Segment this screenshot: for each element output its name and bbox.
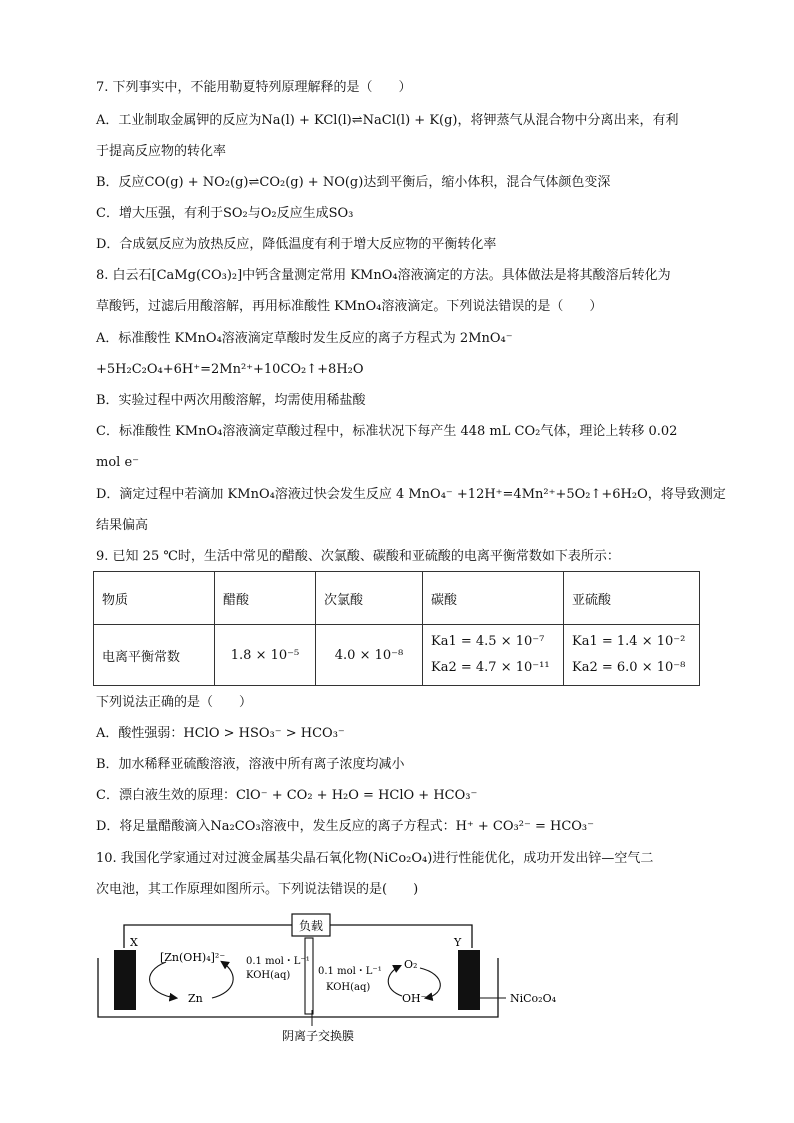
- sulfurous-ka1: Ka1 = 1.4 × 10⁻²: [572, 634, 686, 649]
- electrode-y-label: Y: [454, 936, 462, 949]
- load-label: 负载: [298, 919, 324, 933]
- q8-option-b: B．实验过程中两次用酸溶解，均需使用稀盐酸: [96, 393, 366, 408]
- electrode-y: [458, 950, 480, 1010]
- right-koh: KOH(aq): [326, 982, 371, 993]
- left-koh: KOH(aq): [246, 970, 291, 981]
- table-header-sulfurous: 亚硫酸: [564, 572, 700, 625]
- q8-option-c: C．标准酸性 KMnO₄溶液滴定草酸过程中，标准状况下每产生 448 mL CO₂气体，理论上转移 0.02: [96, 424, 678, 439]
- q8-option-d-cont: 结果偏高: [96, 518, 149, 533]
- table-header-carbonic: 碳酸: [423, 572, 564, 625]
- q10-stem-cont: 次电池，其工作原理如图所示。下列说法错误的是( ): [96, 882, 419, 897]
- table-header-hclo: 次氯酸: [316, 572, 423, 625]
- q7-option-c: C．增大压强，有利于SO₂与O₂反应生成SO₃: [96, 206, 354, 221]
- q7-option-a-cont: 于提高反应物的转化率: [96, 144, 227, 159]
- zinc-label: Zn: [188, 992, 203, 1005]
- anion-exchange-membrane: [305, 938, 313, 1014]
- q8-option-c-cont: mol e⁻: [96, 455, 139, 470]
- q8-option-d: D．滴定过程中若滴加 KMnO₄溶液过快会发生反应 4 MnO₄⁻ +12H⁺=4Mn²⁺+5O₂↑+6H₂O，将导致测定: [96, 487, 726, 502]
- carbonic-ka2: Ka2 = 4.7 × 10⁻¹¹: [431, 660, 550, 675]
- q9-ask: 下列说法正确的是（ ）: [96, 695, 253, 710]
- membrane-label: 阴离子交换膜: [281, 1029, 355, 1043]
- left-cycle-arrow-2: [212, 962, 233, 998]
- q8-stem: 8. 白云石[CaMg(CO₃)₂]中钙含量测定常用 KMnO₄溶液滴定的方法。具体做法是将其酸溶后转化为: [96, 268, 671, 283]
- table-cell-hclo: 4.0 × 10⁻⁸: [316, 625, 423, 686]
- left-concentration: 0.1 mol・L⁻¹: [246, 956, 310, 967]
- q9-option-b: B．加水稀释亚硫酸溶液，溶液中所有离子浓度均减小: [96, 757, 405, 772]
- electrode-x: [114, 950, 136, 1010]
- carbonic-ka1: Ka1 = 4.5 × 10⁻⁷: [431, 634, 545, 649]
- q7-option-d: D．合成氨反应为放热反应，降低温度有利于增大反应物的平衡转化率: [96, 237, 497, 252]
- table-header-acetic: 醋酸: [215, 572, 316, 625]
- q8-option-a: A．标准酸性 KMnO₄溶液滴定草酸时发生反应的离子方程式为 2MnO₄⁻: [96, 331, 513, 346]
- q9-option-d: D．将足量醋酸滴入Na₂CO₃溶液中，发生反应的离子方程式：H⁺ + CO₃²⁻ = HCO₃⁻: [96, 819, 594, 834]
- table-header-substance: 物质: [94, 572, 215, 625]
- hydroxide-label: OH⁻: [402, 992, 427, 1005]
- q7-stem: 7. 下列事实中，不能用勒夏特列原理解释的是（ ）: [96, 80, 412, 95]
- oxygen-label: O₂: [404, 958, 418, 971]
- right-concentration: 0.1 mol・L⁻¹: [318, 966, 382, 977]
- q7-option-b: B．反应CO(g) + NO₂(g)⇌CO₂(g) + NO(g)达到平衡后，缩小体积，混合气体颜色变深: [96, 175, 611, 190]
- right-cycle-arrow-2: [388, 966, 402, 996]
- q8-stem-cont: 草酸钙，过滤后用酸溶解，再用标准酸性 KMnO₄溶液滴定。下列说法错误的是（ ）: [96, 299, 603, 314]
- zincate-label: [Zn(OH)₄]²⁻: [160, 951, 226, 964]
- left-cycle-arrow: [150, 962, 176, 998]
- q9-option-a: A．酸性强弱：HClO > HSO₃⁻ > HCO₃⁻: [96, 726, 345, 741]
- table-row-label: 电离平衡常数: [94, 625, 215, 686]
- q9-option-c: C．漂白液生效的原理：ClO⁻ + CO₂ + H₂O = HClO + HCO₃⁻: [96, 788, 478, 803]
- table-cell-acetic: 1.8 × 10⁻⁵: [215, 625, 316, 686]
- nico2o4-label: NiCo₂O₄: [510, 992, 557, 1005]
- sulfurous-ka2: Ka2 = 6.0 × 10⁻⁸: [572, 660, 686, 675]
- q7-option-a: A．工业制取金属钾的反应为Na(l) + KCl(l)⇌NaCl(l) + K(g)，将钾蒸气从混合物中分离出来，有利: [96, 113, 679, 128]
- q9-stem: 9. 已知 25 ℃时，生活中常见的醋酸、次氯酸、碳酸和亚硫酸的电离平衡常数如下表所示：: [96, 549, 620, 564]
- electrode-x-label: X: [130, 936, 138, 949]
- q8-option-a-cont: +5H₂C₂O₄+6H⁺=2Mn²⁺+10CO₂↑+8H₂O: [96, 362, 364, 377]
- q10-stem: 10. 我国化学家通过对过渡金属基尖晶石氧化物(NiCo₂O₄)进行性能优化，成功开发出锌—空气二: [96, 851, 654, 866]
